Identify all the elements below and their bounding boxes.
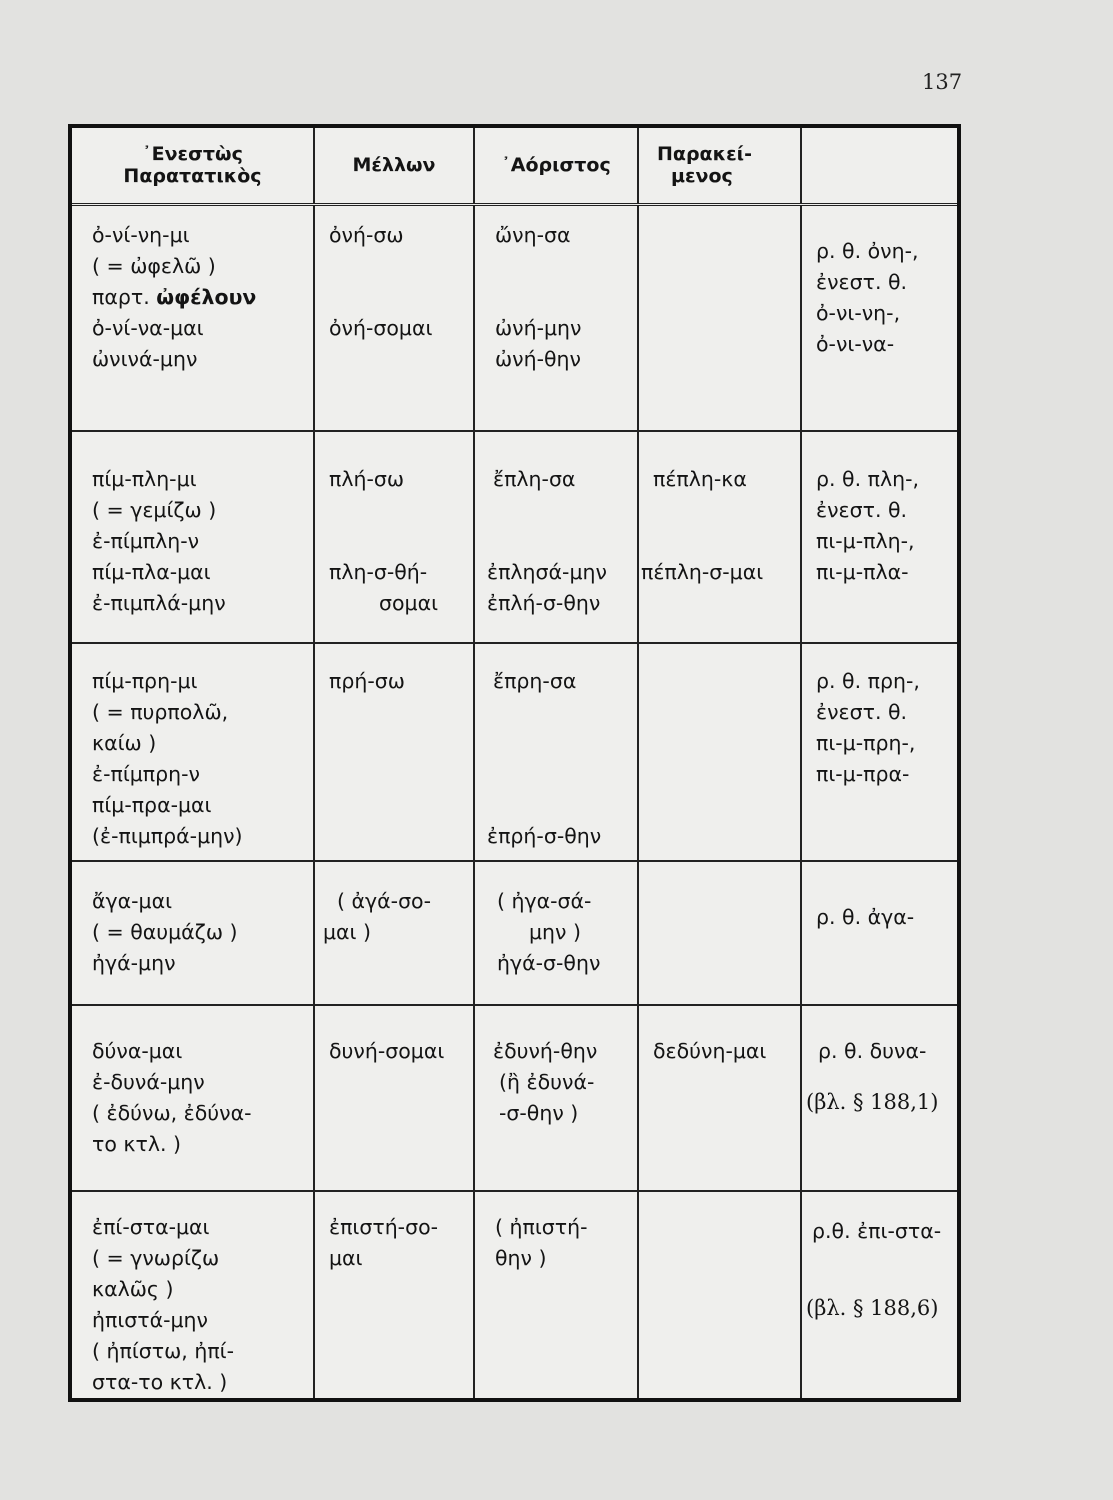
root-form: ἐνεστ. θ. — [816, 700, 908, 724]
verb-form: ἐ-πίμπρη-ν — [92, 762, 200, 786]
verb-form: (ἐ-πιμπρά-μην) — [92, 824, 243, 848]
aorist-cell — [474, 204, 638, 431]
present-cell — [70, 861, 314, 1005]
verb-form: μην ) — [529, 920, 582, 944]
verb-form: ἐ-δυνά-μην — [92, 1070, 205, 1094]
header-perfect — [638, 126, 801, 204]
root-cell — [801, 643, 959, 861]
header-imperfect: Παρατατικὸς — [123, 165, 262, 188]
verb-form: ὀνή-σω — [329, 222, 404, 247]
header-present-imperfect — [70, 126, 314, 204]
root-form: ὀ-νι-νη-, — [816, 300, 901, 325]
verb-form: δεδύνη-μαι — [653, 1039, 767, 1063]
verb-meaning: ( = γεμίζω ) — [92, 498, 217, 522]
verb-form: ( ἠγα-σά- — [497, 889, 592, 913]
verb-form: πέπλη-σ-μαι — [641, 560, 764, 584]
verb-form: ἐδυνή-θην — [493, 1039, 598, 1063]
verb-form: ὀ-νί-νη-μι — [92, 222, 190, 247]
verb-form: -σ-θην ) — [499, 1101, 579, 1125]
header-future — [314, 126, 474, 204]
verb-form: ἔπρη-σα — [493, 669, 577, 693]
verb-meaning: καίω ) — [92, 731, 157, 755]
verb-form: ὠνινά-μην — [92, 346, 198, 371]
present-cell — [70, 204, 314, 431]
perfect-cell — [638, 643, 801, 861]
root-form: ὀ-νι-να- — [816, 331, 895, 356]
perfect-cell — [638, 1005, 801, 1191]
verb-form: πίμ-πλα-μαι — [92, 560, 211, 584]
verb-form: πρή-σω — [329, 669, 405, 693]
participle-form: ὠφέλουν — [156, 284, 257, 309]
root-cell — [801, 1005, 959, 1191]
table-row — [70, 431, 959, 643]
verb-form: ὤνη-σα — [495, 222, 571, 247]
root-form: ἐνεστ. θ. — [816, 498, 908, 522]
root-form: πι-μ-πρη-, — [816, 731, 916, 755]
verb-form: ἠπιστά-μην — [92, 1308, 209, 1332]
verb-form: σομαι — [379, 591, 439, 615]
perfect-cell — [638, 1191, 801, 1400]
present-cell — [70, 643, 314, 861]
verb-form: ( ἠπίστω, ἠπί- — [92, 1339, 234, 1363]
root-form: ἐνεστ. θ. — [816, 269, 908, 294]
root-cell — [801, 431, 959, 643]
aorist-cell — [474, 1005, 638, 1191]
header-aorist-label: ᾿Αόριστος — [501, 154, 611, 177]
verb-form: ἐπρή-σ-θην — [487, 824, 602, 848]
future-cell — [314, 431, 474, 643]
present-cell — [70, 1191, 314, 1400]
future-cell — [314, 861, 474, 1005]
page-number: 137 — [922, 70, 963, 94]
verb-form: ( ἐδύνω, ἐδύνα- — [92, 1101, 252, 1125]
reference-note: (βλ. § 188,6) — [806, 1296, 939, 1320]
aorist-cell — [474, 1191, 638, 1400]
verb-form: ἐπιστή-σο- — [329, 1215, 439, 1239]
root-form: ρ. θ. δυνα- — [818, 1039, 927, 1063]
verb-form: ὀ-νί-να-μαι — [92, 315, 204, 340]
participle-abbr: παρτ. — [92, 284, 157, 309]
verb-form: μαι — [329, 1246, 363, 1270]
verb-meaning: καλῶς ) — [92, 1277, 174, 1301]
verb-meaning: ( = πυρπολῶ, — [92, 700, 229, 724]
verb-meaning: ( = γνωρίζω — [92, 1246, 220, 1270]
verb-form: το κτλ. ) — [92, 1132, 181, 1156]
verb-form: ( ἠπιστή- — [495, 1215, 588, 1239]
header-root — [801, 126, 959, 204]
perfect-cell — [638, 204, 801, 431]
verb-form: ἐ-πίμπλη-ν — [92, 529, 200, 553]
verb-form: ἐ-πιμπλά-μην — [92, 591, 226, 615]
verb-form: δυνή-σομαι — [329, 1039, 445, 1063]
root-cell — [801, 1191, 959, 1400]
verb-form: ( ἀγά-σο- — [337, 889, 432, 913]
present-cell — [70, 431, 314, 643]
header-present: ᾿Ενεστὼς — [142, 143, 243, 166]
root-form: ρ. θ. πλη-, — [816, 467, 920, 491]
present-cell — [70, 1005, 314, 1191]
root-form: πι-μ-πλα- — [816, 560, 909, 584]
verb-form: στα-το κτλ. ) — [92, 1370, 228, 1394]
header-row — [70, 126, 959, 204]
table-row — [70, 861, 959, 1005]
verb-form: πλή-σω — [329, 467, 405, 491]
verb-form: πλη-σ-θή- — [329, 560, 428, 584]
participle-line — [92, 282, 313, 313]
root-form: ρ. θ. πρη-, — [816, 669, 920, 693]
root-form: ρ. θ. ἀγα- — [816, 905, 915, 929]
verb-form: πέπλη-κα — [653, 467, 747, 491]
verb-form: ἔπλη-σα — [493, 467, 576, 491]
verb-meaning: ( = ὠφελῶ ) — [92, 253, 216, 278]
root-cell — [801, 204, 959, 431]
verb-form: θην ) — [495, 1246, 547, 1270]
perfect-cell — [638, 431, 801, 643]
verb-form: ἠγά-σ-θην — [497, 951, 601, 975]
root-form: πι-μ-πλη-, — [816, 529, 915, 553]
verb-meaning: ( = θαυμάζω ) — [92, 920, 238, 944]
aorist-cell — [474, 431, 638, 643]
aorist-cell — [474, 861, 638, 1005]
verb-conjugation-table — [68, 124, 961, 1402]
future-cell — [314, 1005, 474, 1191]
verb-form: ἠγά-μην — [92, 951, 176, 975]
verb-form: ἐπλή-σ-θην — [487, 591, 601, 615]
table-row — [70, 1191, 959, 1400]
verb-form: πίμ-πρη-μι — [92, 669, 198, 693]
header-aorist — [474, 126, 638, 204]
root-cell — [801, 861, 959, 1005]
verb-form: ἄγα-μαι — [92, 889, 173, 913]
verb-form: ὠνή-θην — [495, 346, 581, 371]
header-perfect-line1: Παρακεί- — [657, 143, 752, 166]
root-form: ρ. θ. ὀνη-, — [816, 238, 919, 263]
aorist-cell — [474, 643, 638, 861]
header-future-label: Μέλλων — [352, 154, 436, 177]
verb-form: πίμ-πρα-μαι — [92, 793, 212, 817]
verb-form: ἐπί-στα-μαι — [92, 1215, 210, 1239]
header-perfect-line2: μενος — [671, 165, 733, 188]
verb-form: ἐπλησά-μην — [487, 560, 607, 584]
verb-form: ὀνή-σομαι — [329, 315, 433, 340]
reference-note: (βλ. § 188,1) — [806, 1090, 939, 1114]
table-row — [70, 1005, 959, 1191]
verb-form: πίμ-πλη-μι — [92, 467, 197, 491]
table-row — [70, 204, 959, 431]
future-cell — [314, 643, 474, 861]
future-cell — [314, 204, 474, 431]
table-row — [70, 643, 959, 861]
verb-form: (ἢ ἐδυνά- — [499, 1070, 595, 1094]
verb-form: μαι ) — [323, 920, 372, 944]
root-form: ρ.θ. ἐπι-στα- — [812, 1219, 942, 1243]
future-cell — [314, 1191, 474, 1400]
verb-form: ὠνή-μην — [495, 315, 582, 340]
verb-form: δύνα-μαι — [92, 1039, 183, 1063]
perfect-cell — [638, 861, 801, 1005]
root-form: πι-μ-πρα- — [816, 762, 910, 786]
